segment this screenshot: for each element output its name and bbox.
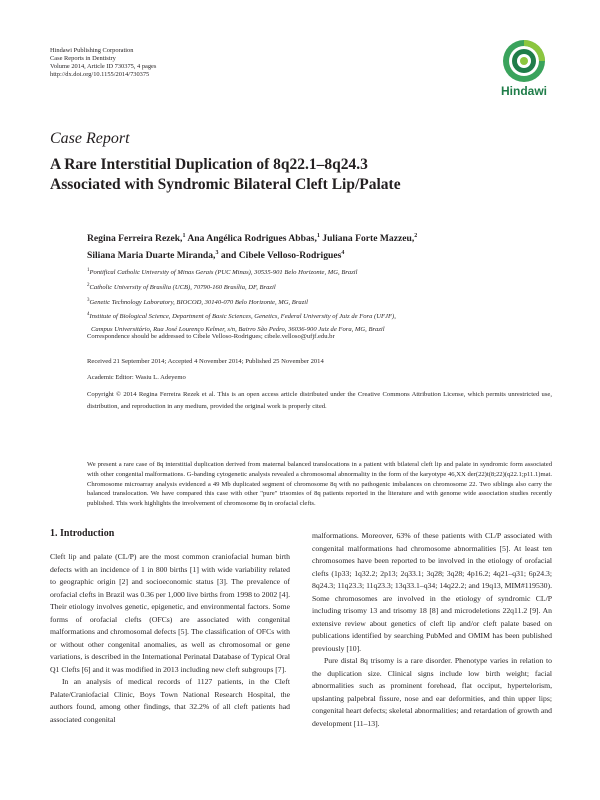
copyright-notice: Copyright © 2014 Regina Ferreira Rezek et al. This is an open access article distributed under the Creative Commons Attribution License, which permits unrestricted use, distribution, and reproduction in any medium, provided the original work is properly cited. [87,391,552,410]
article-title [50,155,550,195]
publisher-info [50,47,156,79]
author-sup: 2 [414,233,418,239]
journal-line: Case Reports in Dentistry [50,55,116,62]
author-list [87,229,527,263]
author-name: and Cibele Velloso-Rodrigues [220,250,342,262]
right-column [312,530,552,730]
paragraph: Pure distal 8q trisomy is a rare disorder. Phenotype varies in relation to the duplication size. Clinical signs include low birth weight; facial abnormalities such as prominent forehead, flat occiput, hypertelorism, upslanting palpebral fissure, nose and ear deformities, and thin upper lips; congenital heart defects; skeletal abnormalities; and retardation of growth and development [11–13]. [312,656,552,728]
article-dates: Received 21 September 2014; Accepted 4 November 2014; Published 25 November 2014 [87,358,324,365]
left-column [50,527,290,726]
abstract: We present a rare case of 8q interstitial duplication derived from maternal balanced translocations in a patient with bilateral cleft lip and palate in syndromic form associated with other congenital malformations. G-banding cytogenetic analysis revealed a chromosomal abnormality in the form of the karyotype 46,XX der(22)t(8;22)(q22.1;p11.1)mat. Chromosome microarray analysis evidenced a 49 Mb duplicated segment of chromosome 8q with no pathogenic imbalances on chromosome 22. Two siblings also carry the balanced translocation. We have compared this case with other "pure" trisomies of 8q patients reported in the literature and with genome wide association studies recently published. This work highlights the involvement of chromosome 8q in orofacial clefts. [87,461,552,508]
correspondence: Correspondence should be addressed to Cibele Velloso-Rodrigues; cibele.velloso@ufjf.edu.br [87,333,335,340]
paragraph: In an analysis of medical records of 1127 patients, in the Cleft Palate/Craniofacial Clinic, Boys Town National Research Hospital, the authors found, among other findings, that 32.2% of all cleft patients had associated congenital [50,677,290,724]
author-sup: 3 [215,250,219,257]
paragraph: Cleft lip and palate (CL/P) are the most common craniofacial human birth defects with an incidence of 1 in 800 births [1] with wide variability related to geographic origin [2] and socioeconomic status [3]. The prevalence of orofacial clefts in Brazil was 0.36 per 1,000 live births from 1998 to 2002 [4]. Their etiology involves genetic, epigenetic, and environmental factors. Some forms of orofacial clefts (OFCs) are associated with congenital malformations and chromosomal defects [5]. The classification of OFCs with or without other congenital anomalies, as well as chromosomal or gene variations, is described in the International Perinatal Database of Typical Oral Q1 Clefts [6] and it was modified in 2013 including new cleft subgroups [7]. [50,552,290,674]
affiliations [87,265,547,337]
hindawi-logo-icon [502,39,546,83]
affiliation: $^3$Genetic Technology Laboratory, BIOCOD, 30140-070 Belo Horizonte, MG, Brazil [87,297,308,306]
title-line: Associated with Syndromic Bilateral Cleft Lip/Palate [50,176,401,193]
hindawi-logo-text: Hindawi [500,84,547,98]
article-type: Case Report [50,130,130,147]
affiliation: $^2$Catholic University of Brasília (UCB), 70790-160 Brasília, DF, Brazil [87,282,276,291]
hindawi-logo [494,39,554,98]
author-name: Ana Angélica Rodrigues Abbas, [187,233,317,245]
academic-editor: Academic Editor: Wasiu L. Adeyemo [87,374,186,381]
author-sup: 1 [182,233,186,239]
author-name: Siliana Maria Duarte Miranda, [87,250,216,262]
author-sup: 1 [316,233,320,239]
section-heading: 1. Introduction [50,528,115,539]
title-line: A Rare Interstitial Duplication of 8q22.1–8q24.3 [50,156,368,173]
affiliation: Campus Universitário, Rua José Lourenço Kelmer, s/n, Bairro São Pedro, 36036-900 Juiz de Fora, MG, Brazil [91,326,385,334]
paragraph: malformations. Moreover, 63% of these patients with CL/P associated with congenital malformations had chromosome abnormalities [5]. At least ten chromosomes have been reported to be involved in the etiology of orofacial clefts (1p33; 1q32.2; 2p13; 2q33.1; 3q28; 3q28; 4p16.2; 4q21–q31; 6p24.3; 8q24.3; 11q23.3; 11q23.3; 13q33.1–q34; 14q22.2; and 19q13, MIM#119530). Some chromosomes are involved in the etiology of syndromic CL/P including trisomy 13 and trisomy 18 [8] and microdeletions 22q11.2 [9]. An extensive review about genetics of cleft lip and/or cleft palate based on publications identified by searching PubMed and OMIM has been published previously [10]. [312,531,552,653]
affiliation: $^4$Institute of Biological Science, Department of Basic Sciences, Genetics, Federal University of Juiz de Fora (UFJF), [87,312,396,321]
journal-line: Volume 2014, Article ID 730375, 4 pages [50,63,157,70]
journal-line: Hindawi Publishing Corporation [50,47,134,54]
affiliation: $^1$Pontifical Catholic University of Minas Gerais (PUC Minas), 30535-901 Belo Horizonte, MG, Brazil [87,268,358,277]
doi-link[interactable]: http://dx.doi.org/10.1155/2014/730375 [50,71,150,78]
author-name: Juliana Forte Mazzeu, [322,233,415,245]
author-sup: 4 [341,250,345,257]
author-name: Regina Ferreira Rezek, [87,233,183,245]
